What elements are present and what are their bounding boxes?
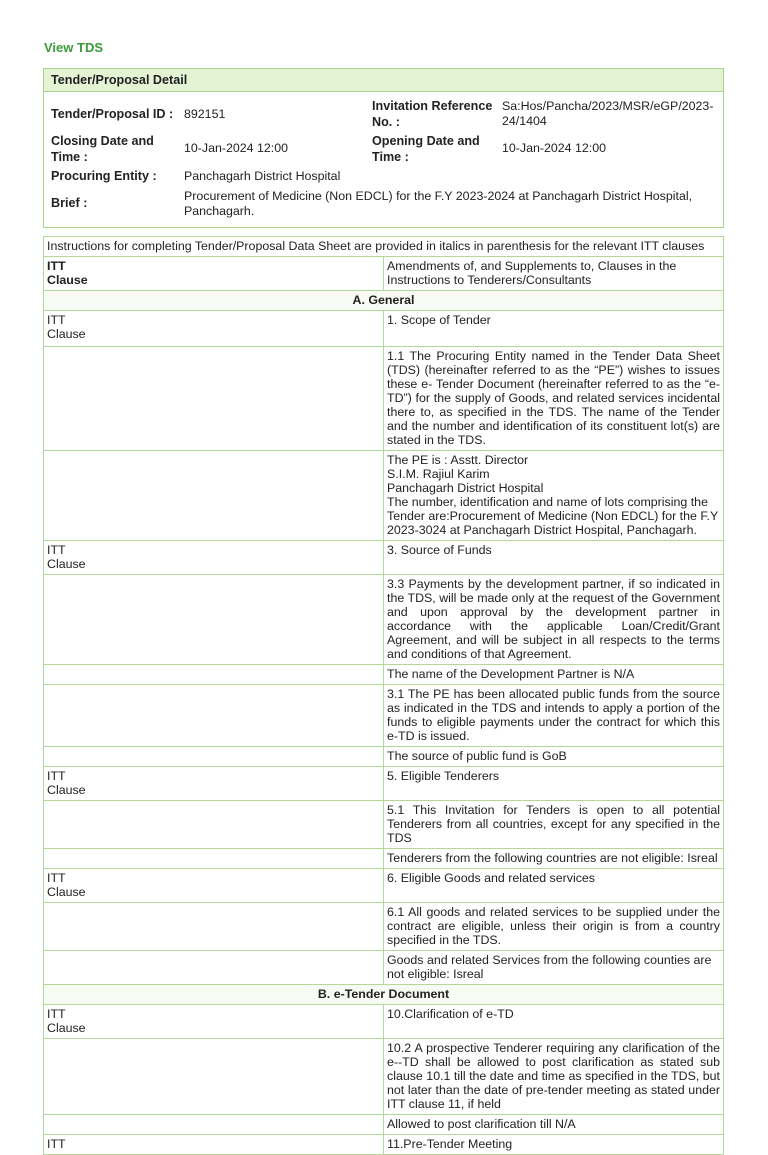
closing-date-label: Closing Date and Time : — [51, 134, 154, 164]
table-row — [44, 869, 724, 903]
page-title: View TDS — [44, 40, 104, 55]
clause-text: 5.1 This Invitation for Tenders is open to all potential Tenderers from all countries, except for any specified in the TDS — [384, 801, 724, 849]
invitation-ref-value: Sa:Hos/Pancha/2023/MSR/eGP/2023- 24/1404 — [502, 99, 714, 128]
clause-title: 6. Eligible Goods and related services — [384, 869, 724, 903]
clause-value: The PE is : Asstt. Director S.I.M. Rajiul Karim Panchagarh District Hospital The number, identification and name of lots comprising the Tender are:Procurement of Medicine (Non EDCL) for the F.Y 2023-3024 at Panchagarh District Hospital, Panchagarh. — [384, 451, 724, 541]
opening-date-value: 10-Jan-2024 12:00 — [502, 141, 607, 155]
instructions-text: Instructions for completing Tender/Proposal Data Sheet are provided in italics in parenthesis for the relevant ITT clauses — [44, 237, 724, 257]
itt-clause-header: ITT Clause — [44, 257, 384, 291]
clause-title: 3. Source of Funds — [384, 541, 724, 575]
table-row — [44, 1135, 724, 1155]
brief-value: Procurement of Medicine (Non EDCL) for the F.Y 2023-2024 at Panchagarh District Hospital, Panchagarh. — [184, 189, 693, 218]
table-row — [44, 1115, 724, 1135]
tender-detail-panel — [43, 68, 724, 228]
clause-title: 10.Clarification of e-TD — [384, 1005, 724, 1039]
table-row — [44, 951, 724, 985]
procuring-entity-value: Panchagarh District Hospital — [184, 169, 341, 183]
itt-clause-label: ITT Clause — [44, 311, 384, 347]
tender-detail-header: Tender/Proposal Detail — [44, 69, 723, 92]
tender-id-value: 892151 — [184, 107, 226, 121]
clause-value: The name of the Development Partner is N/A — [384, 665, 724, 685]
clause-text: 6.1 All goods and related services to be supplied under the contract are eligible, unless their origin is from a country specified in the TDS. — [384, 903, 724, 951]
table-row — [44, 767, 724, 801]
table-row — [44, 849, 724, 869]
itt-clause-label: ITT Clause — [44, 541, 384, 575]
table-row — [44, 685, 724, 747]
itt-clause-label: ITT — [44, 1135, 384, 1155]
invitation-ref-label: Invitation Reference No. : — [372, 99, 493, 129]
table-row — [44, 541, 724, 575]
clause-value: Allowed to post clarification till N/A — [384, 1115, 724, 1135]
section-b-title: B. e-Tender Document — [44, 985, 724, 1005]
procuring-entity-label: Procuring Entity : — [51, 169, 157, 183]
clause-value: Tenderers from the following countries are not eligible: Isreal — [384, 849, 724, 869]
amendments-header: Amendments of, and Supplements to, Clauses in the Instructions to Tenderers/Consultants — [384, 257, 724, 291]
table-row — [44, 1039, 724, 1115]
closing-date-value: 10-Jan-2024 12:00 — [184, 141, 289, 155]
table-row — [44, 1005, 724, 1039]
clause-text: 1.1 The Procuring Entity named in the Tender Data Sheet (TDS) (hereinafter referred to as the “PE”) wishes to issues these e- Tender Document (hereinafter referred to as the “e-TD”) for the supply of Goods, and related services incidental there to, as specified in the TDS. The name of the Tender and the number and identification of its constituent lot(s) are stated in the TDS. — [384, 347, 724, 451]
clause-value: Goods and related Services from the following counties are not eligible: Isreal — [384, 951, 724, 985]
tender-id-label: Tender/Proposal ID : — [51, 107, 174, 121]
clause-title: 11.Pre-Tender Meeting — [384, 1135, 724, 1155]
clause-text: 3.1 The PE has been allocated public funds from the source as indicated in the TDS and intends to apply a portion of the funds to eligible payments under the contract for which this e-TD is issued. — [384, 685, 724, 747]
table-row — [44, 347, 724, 451]
table-row — [44, 903, 724, 951]
itt-clause-label: ITT Clause — [44, 767, 384, 801]
table-row — [44, 747, 724, 767]
table-row — [44, 665, 724, 685]
clause-title: 5. Eligible Tenderers — [384, 767, 724, 801]
section-row — [44, 985, 724, 1005]
itt-clause-label: ITT Clause — [44, 1005, 384, 1039]
table-row — [44, 237, 724, 257]
brief-label: Brief : — [51, 196, 88, 210]
clause-text: 3.3 Payments by the development partner, if so indicated in the TDS, will be made only at the request of the Government and upon approval by the development partner in accordance with the applicable Loan/Credit/Grant Agreement, and will be subject in all respects to the terms and conditions of that Agreement. — [384, 575, 724, 665]
table-row — [44, 451, 724, 541]
clause-value: The source of public fund is GoB — [384, 747, 724, 767]
itt-clause-table — [43, 236, 724, 1155]
opening-date-label: Opening Date and Time : — [372, 134, 480, 164]
itt-clause-label: ITT Clause — [44, 869, 384, 903]
clause-text: 10.2 A prospective Tenderer requiring any clarification of the e--TD shall be allowed to post clarification as stated sub clause 10.1 till the date and time as specified in the TDS, but not later than the date of pre-tender meeting as stated under ITT clause 11, if held — [384, 1039, 724, 1115]
table-row — [44, 311, 724, 347]
table-row — [44, 801, 724, 849]
table-row — [44, 575, 724, 665]
clause-title: 1. Scope of Tender — [384, 311, 724, 347]
section-a-title: A. General — [44, 291, 724, 311]
section-row — [44, 291, 724, 311]
table-header-row — [44, 257, 724, 291]
